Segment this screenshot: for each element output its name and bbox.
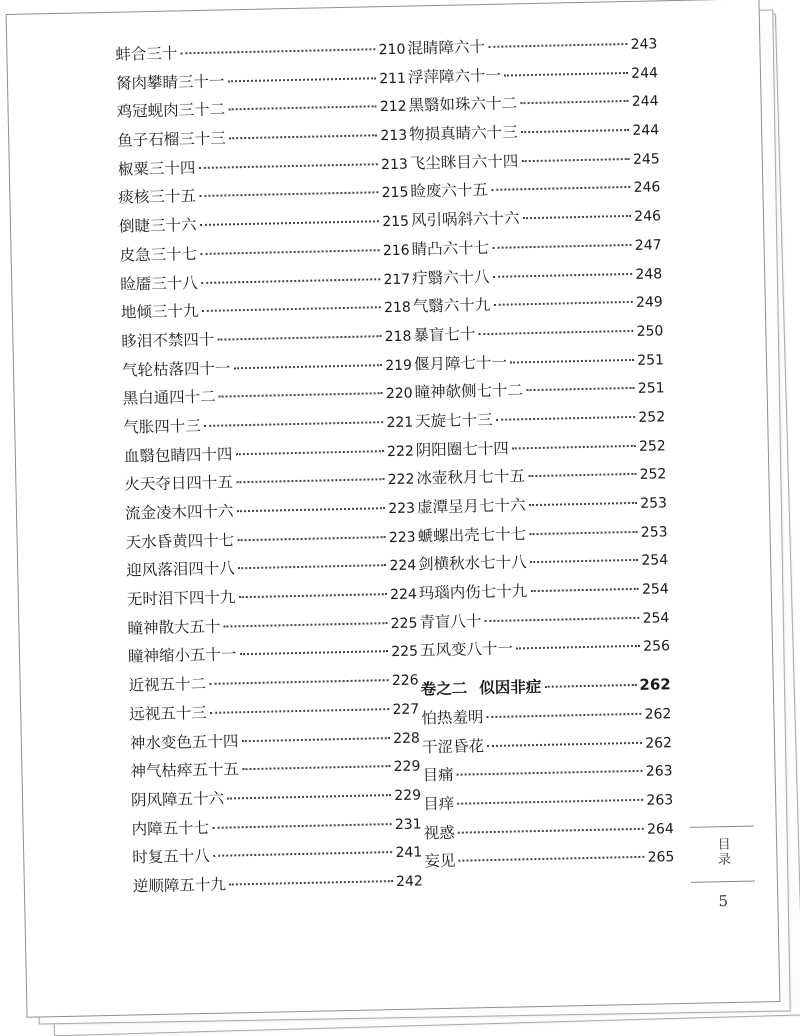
toc-entry-title: 流金凌木四十六 [124, 502, 234, 523]
dot-leader [233, 362, 382, 369]
dot-leader [229, 878, 393, 885]
toc-entry-title: 干涩昏花 [421, 736, 485, 756]
dot-leader [201, 276, 381, 284]
page-number: 5 [718, 892, 729, 911]
toc-entry-title: 瞳神欹侧七十二 [414, 381, 524, 402]
dot-leader [204, 419, 384, 427]
dot-leader [493, 270, 633, 277]
toc-entry-page: 224 [389, 586, 417, 604]
dot-leader [227, 75, 376, 82]
toc-entry-page: 221 [386, 414, 414, 432]
toc-entry-page: 263 [646, 792, 674, 809]
toc-entry-title: 怕热羞明 [421, 707, 484, 728]
toc-entry-title: 鸡冠蚬肉三十二 [116, 100, 226, 122]
section-volume: 卷之二 [420, 678, 468, 699]
toc-entry-page: 222 [386, 443, 414, 460]
side-label: 目录 [714, 837, 731, 868]
dot-leader [458, 854, 644, 862]
toc-entry-page: 215 [381, 185, 409, 202]
toc-entry-page: 251 [637, 351, 665, 369]
toc-entry-page: 242 [395, 873, 423, 890]
toc-entry-title: 黑白通四十二 [122, 387, 216, 408]
dot-leader [200, 247, 380, 255]
toc-entry-title: 青盲八十 [419, 611, 482, 632]
dot-leader [493, 299, 633, 306]
dot-leader [217, 333, 381, 340]
toc-entry-title: 虚潭呈月七十六 [416, 496, 526, 517]
toc-entry-title: 五风变八十一 [419, 639, 514, 660]
dot-leader [210, 706, 390, 714]
toc-entry-page: 265 [647, 849, 675, 866]
toc-entry-page: 229 [394, 787, 422, 804]
dot-leader [238, 563, 387, 570]
dot-leader [223, 620, 387, 627]
dot-leader [484, 615, 639, 622]
toc-entry-page: 252 [639, 466, 667, 484]
toc-entry-page: 213 [380, 127, 408, 145]
toc-entry-title: 眵泪不禁四十 [121, 330, 215, 351]
toc-entry-page: 247 [634, 237, 662, 254]
dot-leader [238, 591, 387, 598]
toc-entry-page: 225 [391, 643, 419, 661]
toc-entry-title: 疔翳六十八 [411, 267, 490, 288]
toc-entry-page: 246 [634, 208, 662, 226]
toc-entry-page: 244 [632, 122, 660, 139]
dot-leader [229, 132, 378, 139]
dot-leader [528, 500, 637, 506]
toc-entry-page: 256 [643, 638, 671, 656]
dot-leader [487, 739, 642, 746]
toc-entry-page: 263 [645, 763, 673, 780]
dot-leader [520, 98, 629, 104]
dot-leader [228, 104, 377, 111]
toc-entry-page: 250 [636, 323, 664, 340]
toc-entry-title: 黑翳如珠六十二 [408, 94, 518, 115]
dot-leader [510, 356, 634, 363]
toc-column-right [407, 31, 675, 878]
dot-leader [478, 328, 633, 335]
toc-entry-title: 地倾三十九 [120, 302, 199, 322]
dot-leader [529, 529, 638, 535]
toc-entry-title: 迎风落泪四十八 [126, 559, 235, 580]
dot-leader [227, 792, 391, 799]
toc-entry-page: 222 [387, 471, 415, 489]
toc-entry-page: 220 [385, 385, 413, 403]
toc-entry-page: 219 [385, 357, 413, 374]
toc-entry-title: 偃月障七十一 [413, 353, 508, 374]
toc-entry-title: 椒粟三十四 [117, 158, 196, 179]
side-rule-bottom [691, 881, 755, 883]
dot-leader [457, 797, 643, 805]
toc-entry-title: 螔螺出壳七十七 [417, 524, 527, 546]
toc-entry-title: 逆顺障五十九 [132, 875, 227, 896]
toc-entry-title: 鱼子石榴三十三 [117, 129, 226, 150]
dot-leader [180, 46, 375, 54]
toc-entry-title: 天水昏黄四十七 [125, 531, 235, 552]
toc-entry-page: 210 [378, 41, 406, 59]
toc-entry-title: 冰壶秋月七十五 [416, 467, 526, 488]
toc-entry-title: 阴阳圈七十四 [415, 439, 509, 460]
dot-leader [198, 161, 378, 169]
toc-entry-page: 218 [383, 299, 411, 317]
toc-entry-page: 254 [641, 581, 669, 598]
toc-entry-title: 无时泪下四十九 [126, 588, 236, 609]
toc-entry-title: 视惑 [423, 823, 456, 842]
toc-entry-page: 216 [382, 242, 410, 259]
dot-leader [530, 557, 639, 563]
toc-entry-page: 211 [379, 70, 407, 87]
dot-leader [236, 476, 385, 483]
dot-leader [242, 763, 391, 770]
toc-entry-page: 252 [638, 409, 666, 426]
dot-leader [486, 711, 641, 718]
toc-entry-page: 244 [631, 65, 659, 82]
dot-leader [457, 768, 643, 776]
toc-entry-title: 瞳神散大五十 [127, 617, 221, 638]
dot-leader [212, 821, 392, 829]
dot-leader [239, 649, 388, 656]
dot-leader [237, 534, 386, 541]
section-page: 262 [639, 675, 671, 695]
dot-leader [236, 505, 385, 512]
toc-entry-page: 229 [393, 758, 421, 776]
toc-entry-title: 玛瑙内伤七十九 [418, 582, 528, 603]
toc-entry-page: 254 [642, 609, 670, 627]
toc-entry-title: 血翳包睛四十四 [123, 444, 233, 466]
dot-leader [496, 414, 636, 421]
toc-entry-title: 睛凸六十七 [411, 238, 490, 259]
toc-column-left [115, 37, 423, 904]
toc-entry-title: 近视五十二 [128, 675, 207, 695]
toc-entry-page: 217 [383, 271, 411, 288]
toc-entry-page: 244 [631, 93, 659, 111]
dot-leader [219, 390, 383, 397]
dot-leader [241, 735, 390, 742]
toc-entry-title: 飞尘眯目六十四 [409, 152, 519, 173]
toc-entry-title: 暴盲七十 [413, 325, 476, 345]
dot-leader [526, 385, 635, 391]
toc-entry-page: 228 [392, 729, 420, 747]
toc-entry-title: 远视五十三 [129, 703, 207, 724]
toc-entry-page: 248 [635, 265, 663, 283]
dot-leader [491, 184, 631, 191]
toc-entry-title: 气胀四十三 [123, 416, 201, 437]
toc-entry-title: 睑废六十五 [410, 181, 489, 202]
dot-leader [235, 448, 384, 455]
toc-entry-title: 睑靥三十八 [120, 273, 198, 294]
toc-entry-page: 223 [388, 529, 416, 546]
side-tab [690, 820, 756, 911]
toc-entry-title: 剑横秋水七十八 [418, 553, 527, 574]
dot-leader [199, 190, 379, 198]
toc-entry-page: 253 [640, 523, 668, 541]
dot-leader [199, 218, 379, 226]
toc-entry-page: 241 [395, 844, 423, 862]
toc-entry-page: 213 [380, 156, 408, 173]
dot-leader [516, 643, 640, 650]
toc-entry-title: 时复五十八 [132, 847, 210, 867]
toc-entry-title: 痰核三十五 [118, 187, 197, 208]
toc-entry-page: 251 [637, 380, 665, 398]
toc-entry-title: 蚌合三十 [115, 44, 178, 64]
dot-leader [544, 682, 636, 688]
toc-entry-page: 262 [644, 706, 672, 723]
dot-leader [521, 127, 630, 133]
toc-entry-page: 223 [388, 500, 416, 518]
toc-entry-page: 212 [379, 99, 407, 116]
dot-leader [488, 41, 628, 48]
toc-page [6, 0, 781, 1018]
toc-entry-page: 245 [632, 151, 660, 168]
side-rule-top [690, 826, 754, 828]
toc-entry-title: 混睛障六十 [407, 37, 486, 58]
dot-leader [528, 471, 637, 477]
dot-leader [201, 304, 381, 312]
dot-leader [512, 443, 636, 450]
toc-entry-page: 225 [390, 615, 418, 632]
toc-entry-page: 253 [640, 495, 668, 512]
toc-entry-title: 风引㖞斜六十六 [410, 209, 520, 230]
toc-entry-page: 246 [633, 179, 661, 197]
toc-entry-page: 243 [630, 36, 658, 53]
toc-entry-title: 气轮枯落四十一 [121, 358, 231, 380]
toc-entry-title: 瞳神缩小五十一 [127, 645, 237, 667]
toc-entry-title: 浮萍障六十一 [407, 66, 502, 87]
toc-entry-title: 妄见 [424, 852, 456, 871]
toc-entry-title: 倒睫三十六 [118, 216, 197, 236]
toc-entry-page: 252 [638, 437, 666, 455]
toc-entry-page: 218 [384, 328, 412, 346]
toc-entry-title: 目痒 [423, 794, 455, 814]
toc-entry-page: 254 [641, 552, 669, 570]
toc-entry-page: 264 [646, 820, 674, 838]
toc-entry-page: 231 [394, 816, 422, 833]
toc-entry-title: 气翳六十九 [412, 296, 491, 316]
toc-entry-page: 215 [382, 213, 410, 231]
toc-entry-title: 皮急三十七 [119, 244, 198, 265]
dot-leader [458, 825, 644, 833]
toc-entry-title: 阴风障五十六 [130, 789, 225, 810]
dot-leader [530, 586, 639, 592]
toc-entry-title: 神水变色五十四 [129, 731, 239, 753]
toc-entry-title: 物损真睛六十三 [408, 123, 518, 144]
toc-entry-page: 249 [635, 294, 663, 312]
dot-leader [521, 156, 630, 162]
toc-entry-page: 224 [389, 557, 417, 575]
dot-leader [492, 242, 632, 249]
toc-entry-title: 火天夺日四十五 [124, 473, 234, 494]
toc-entry-page: 226 [391, 672, 419, 690]
toc-entry [133, 868, 424, 903]
toc-entry-title: 天旋七十三 [415, 410, 493, 431]
toc-entry-page: 227 [392, 701, 420, 718]
dot-leader [209, 677, 389, 685]
toc-entry [420, 634, 671, 668]
dot-leader [504, 70, 628, 77]
toc-entry-title: 内障五十七 [131, 818, 210, 839]
section-title: 似因非症 [479, 677, 542, 698]
dot-leader [213, 849, 393, 857]
toc-entry-title: 目痛 [422, 765, 454, 785]
toc-entry-title: 神气枯瘁五十五 [130, 760, 240, 781]
dot-leader [522, 213, 631, 219]
toc-entry-title: 胬肉攀睛三十一 [115, 72, 225, 93]
toc-entry [424, 844, 675, 878]
toc-entry-page: 262 [645, 734, 673, 752]
